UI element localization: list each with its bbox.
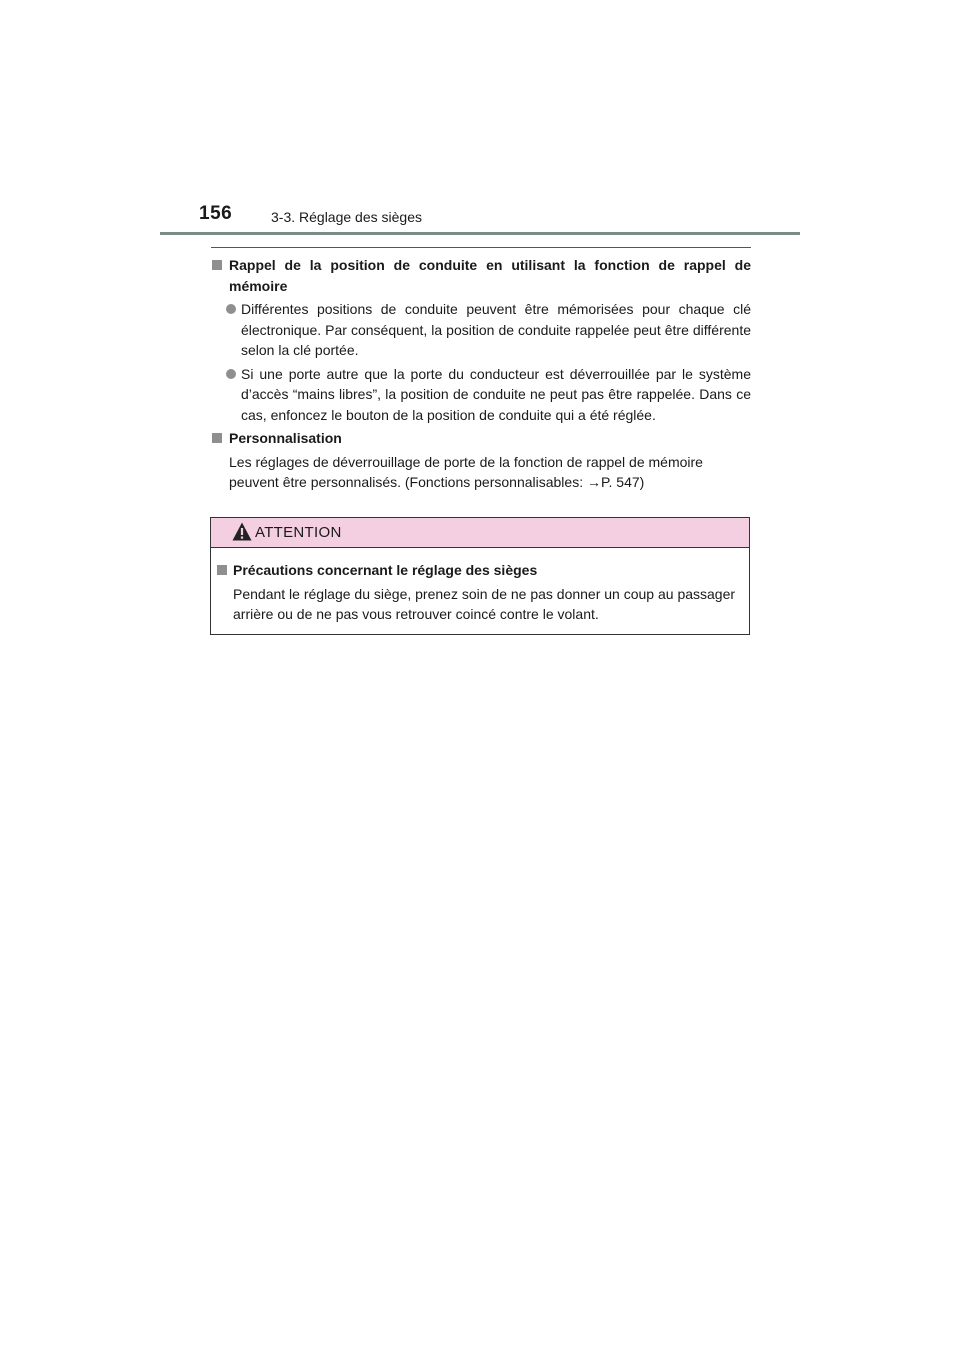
caution-heading-text: Précautions concernant le réglage des sièges	[233, 562, 538, 578]
list-item-text: Si une porte autre que la porte du conducteur est déverrouillée par le système d’accès “mains libres”, la position de conduite ne peut pas être rappelée. Dans ce cas, enfoncez le bouton de la position de conduite qui a été réglée.	[241, 365, 751, 423]
caution-label: ATTENTION	[255, 524, 342, 541]
list-item	[211, 364, 751, 426]
caution-box	[210, 517, 750, 635]
list-item-text: Différentes positions de conduite peuvent être mémorisées pour chaque clé électronique. Par conséquent, la position de conduite rappelée peut être différente selon la clé portée.	[241, 301, 751, 358]
caution-body	[211, 548, 749, 625]
content-rule	[211, 247, 751, 248]
square-bullet-icon	[217, 565, 227, 575]
caution-text: Pendant le réglage du siège, prenez soin de ne pas donner un coup au passager arrière ou de ne pas vous retrouver coincé contre le volant.	[233, 585, 736, 622]
square-bullet-icon	[212, 433, 222, 443]
warning-triangle-icon	[232, 522, 252, 541]
list-item	[211, 299, 751, 361]
caution-header	[211, 518, 749, 548]
circle-bullet-icon	[226, 369, 236, 379]
caution-heading	[215, 560, 741, 581]
content-body	[211, 255, 751, 493]
memory-recall-heading-text: Rappel de la position de conduite en utilisant la fonction de rappel de mémoire	[229, 257, 751, 294]
square-bullet-icon	[212, 260, 222, 270]
header-rule	[160, 232, 800, 235]
circle-bullet-icon	[226, 304, 236, 314]
customization-heading	[211, 428, 751, 449]
customization-heading-text: Personnalisation	[229, 430, 342, 446]
customization-text: Les réglages de déverrouillage de porte de la fonction de rappel de mémoire peuvent être personnalisés. (Fonctions personnalisables: →P. 547)	[229, 453, 703, 490]
section-title: 3-3. Réglage des sièges	[271, 209, 422, 225]
page-number: 156	[199, 203, 233, 224]
memory-recall-heading	[211, 255, 751, 296]
